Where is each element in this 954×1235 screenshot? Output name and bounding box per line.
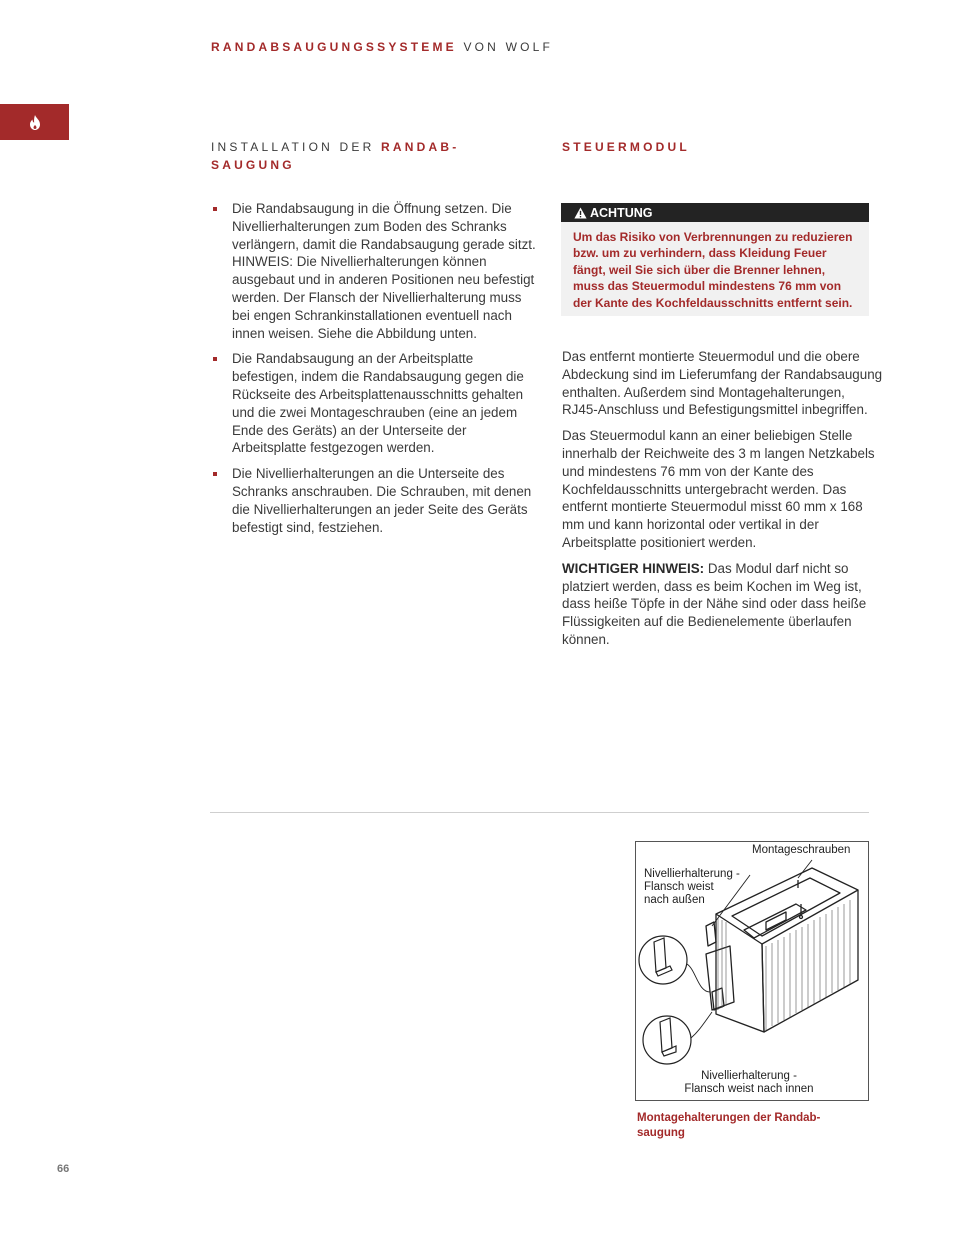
warning-box [561,203,869,316]
list-item-text: Die Randabsaugung an der Arbeitsplatte befestigen, indem die Randabsaugung gegen die Rückseite des Arbeitsplattenausschnitts gehalten und die zwei Montageschrauben (eine an jedem Ende des Geräts) an der Unterseite der Arbeitsplatte festgezogen werden. [232,351,524,456]
flame-icon [29,115,41,130]
header-title-highlight: RANDABSAUGUNGSSYSTEME [211,40,457,54]
bullet-marker [213,472,217,476]
bullet-marker [213,207,217,211]
warning-header [561,203,869,222]
mounting-bracket-figure [635,841,869,1101]
installation-list [211,200,541,536]
label-outward-flange [644,868,740,907]
list-item [211,465,541,536]
installation-section-title [211,138,459,174]
steuermodul-paragraph-2: Das Steuermodul kann an einer beliebigen Stelle innerhalb der Reichweite des 3 m langen Netzkabels und mindestens 76 mm von der Kante des Kochfeldausschnitts untergebracht werden. Das entfernt montierte Steuermodul misst 60 mm x 168 mm und kann horizontal oder vertikal in der Arbeitsplatte positioniert werden. [562,428,875,550]
warning-triangle-icon [574,207,587,219]
installation-title-highlight-1: RANDAB- [381,140,460,154]
warning-label: ACHTUNG [590,205,653,220]
steuermodul-body [562,348,884,657]
list-item-text: Die Nivellierhalterungen an die Unterseite des Schranks anschrauben. Die Schrauben, mit denen die Nivellierhalterungen an jeder Seite des Geräts befestigt sind, festziehen. [232,466,532,535]
installation-title-plain: INSTALLATION DER [211,140,375,154]
label-outward-line-3: nach außen [644,894,705,906]
section-tab [0,104,69,140]
steuermodul-title: STEUERMODUL [562,140,690,154]
note-label: WICHTIGER HINWEIS: [562,560,705,576]
horizontal-divider [210,812,869,813]
label-mounting-screws: Montageschrauben [752,844,851,856]
label-inward-line-2: Flansch weist nach innen [684,1083,814,1095]
page-header [211,40,553,54]
bullet-marker [213,357,217,361]
list-item [211,350,541,457]
page-number: 66 [57,1163,70,1175]
steuermodul-paragraph-1: Das entfernt montierte Steuermodul und die obere Abdeckung sind im Lieferumfang der Randabsaugung enthalten. Außerdem sind Montagehalterungen, RJ45-Anschluss und Befestigungsmittel inbegriffen. [562,349,883,418]
steuermodul-section-title [562,138,690,156]
label-outward-line-1: Nivellierhalterung - [644,868,740,880]
label-outward-line-2: Flansch weist [644,881,714,893]
label-inward-flange [636,1070,862,1096]
installation-steps [211,200,541,544]
list-item-text: Die Randabsaugung in die Öffnung setzen. Die Nivellierhalterungen zum Boden des Schranks verlängern, damit die Randabsaugung gerade sitzt. HINWEIS: Die Nivellierhalterungen können ausgebaut und in anderen Positionen neu befestigt werden. Der Flansch der Nivellierhalterung muss bei engen Schrankinstallationen eventuell nach innen weisen. Siehe die Abbildung unten. [232,201,536,341]
warning-text: Um das Risiko von Verbrennungen zu reduzieren bzw. um zu verhindern, dass Kleidung Feuer fängt, weil Sie sich über die Brenner lehnen, muss das Steuermodul mindestens 76 mm von der Kante des Kochfeldausschnitts entfernt sein. [573,230,853,310]
important-note [562,560,884,649]
label-inward-line-1: Nivellierhalterung - [701,1070,797,1082]
header-title-rest: VON WOLF [463,40,554,54]
list-item [211,200,541,342]
note-text: Das Modul darf nicht so platziert werden, dass es beim Kochen im Weg ist, dass heiße Töpfe in der Nähe sind oder dass heiße Flüssigkeiten auf die Bedienelemente überlaufen können. [562,560,867,647]
figure-caption: Montagehalterungen der Randabsaugung [637,1112,821,1139]
installation-title-highlight-2: SAUGUNG [211,158,295,172]
